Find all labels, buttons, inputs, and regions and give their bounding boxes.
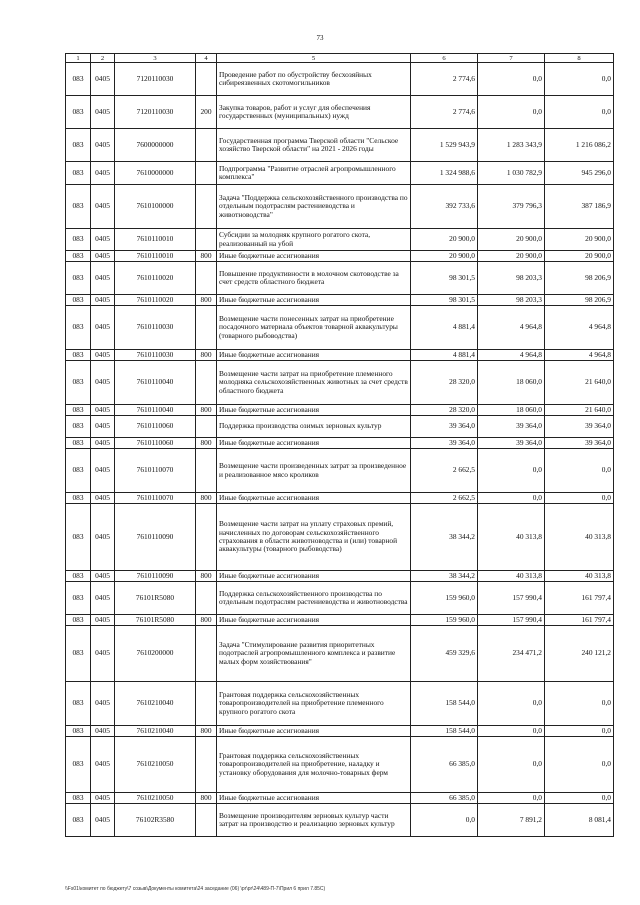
admin-code-cell: 083	[66, 726, 91, 737]
expense-type-cell: 800	[196, 251, 217, 262]
amount-2024-cell: 459 329,6	[411, 626, 478, 682]
item-name-cell: Возмещение части затрат на уплату страховых премий, начисленных по договорам сельскохозяйственного страхования в области животноводства и (или) товарной аквакультуры (товарного рыбоводства)	[217, 504, 411, 571]
amount-2025-cell: 0,0	[478, 493, 545, 504]
target-article-cell: 7610110070	[115, 449, 196, 493]
amount-2025-cell: 0,0	[478, 449, 545, 493]
admin-code-cell: 083	[66, 504, 91, 571]
item-name-cell: Иные бюджетные ассигнования	[217, 350, 411, 361]
amount-2026-cell: 39 364,0	[545, 438, 614, 449]
amount-2026-cell: 240 121,2	[545, 626, 614, 682]
item-name-cell: Грантовая поддержка сельскохозяйственных товаропроизводителей на приобретение, наладку и установку оборудования для молочно-товарных ферм	[217, 737, 411, 793]
admin-code-cell: 083	[66, 306, 91, 350]
amount-2025-cell: 40 313,8	[478, 571, 545, 582]
amount-2024-cell: 158 544,0	[411, 726, 478, 737]
section-code-cell: 0405	[91, 361, 115, 405]
expense-type-cell	[196, 361, 217, 405]
section-code-cell: 0405	[91, 251, 115, 262]
amount-2024-cell: 38 344,2	[411, 571, 478, 582]
admin-code-cell: 083	[66, 449, 91, 493]
table-row	[66, 295, 614, 306]
column-number: 1	[66, 54, 91, 63]
expense-type-cell	[196, 63, 217, 96]
target-article-cell: 7610210040	[115, 682, 196, 726]
admin-code-cell: 083	[66, 615, 91, 626]
expense-type-cell	[196, 804, 217, 837]
amount-2025-cell: 40 313,8	[478, 504, 545, 571]
item-name-cell: Возмещение части произведенных затрат за произведенное и реализованное мясо кроликов	[217, 449, 411, 493]
expense-type-cell	[196, 162, 217, 185]
expense-type-cell	[196, 229, 217, 251]
amount-2026-cell: 945 296,0	[545, 162, 614, 185]
section-code-cell: 0405	[91, 96, 115, 129]
amount-2025-cell: 0,0	[478, 793, 545, 804]
section-code-cell: 0405	[91, 162, 115, 185]
amount-2025-cell: 379 796,3	[478, 185, 545, 229]
amount-2025-cell: 39 364,0	[478, 438, 545, 449]
amount-2024-cell: 2 774,6	[411, 96, 478, 129]
amount-2026-cell: 4 964,8	[545, 350, 614, 361]
expense-type-cell: 800	[196, 615, 217, 626]
item-name-cell: Поддержка производства озимых зерновых культур	[217, 416, 411, 438]
amount-2024-cell: 2 774,6	[411, 63, 478, 96]
admin-code-cell: 083	[66, 416, 91, 438]
expense-type-cell: 800	[196, 295, 217, 306]
amount-2026-cell: 0,0	[545, 449, 614, 493]
amount-2025-cell: 234 471,2	[478, 626, 545, 682]
amount-2025-cell: 1 283 343,9	[478, 129, 545, 162]
section-code-cell: 0405	[91, 793, 115, 804]
item-name-cell: Иные бюджетные ассигнования	[217, 726, 411, 737]
table-row	[66, 350, 614, 361]
amount-2026-cell: 98 206,9	[545, 262, 614, 295]
item-name-cell: Задача "Поддержка сельскохозяйственного производства по отдельным подотраслям растениеводства и животноводства"	[217, 185, 411, 229]
expense-type-cell: 800	[196, 405, 217, 416]
column-number: 3	[115, 54, 196, 63]
budget-table	[65, 53, 614, 837]
admin-code-cell: 083	[66, 162, 91, 185]
table-row	[66, 63, 614, 96]
admin-code-cell: 083	[66, 295, 91, 306]
target-article-cell: 76101R5080	[115, 615, 196, 626]
table-row	[66, 306, 614, 350]
item-name-cell: Возмещение части затрат на приобретение племенного молодняка сельскохозяйственных животных за счет средств областного бюджета	[217, 361, 411, 405]
table-row	[66, 162, 614, 185]
amount-2024-cell: 98 301,5	[411, 262, 478, 295]
target-article-cell: 7120110030	[115, 96, 196, 129]
amount-2025-cell: 0,0	[478, 726, 545, 737]
section-code-cell: 0405	[91, 449, 115, 493]
table-row	[66, 229, 614, 251]
file-path-footer: \\Fs01\комитет по бюджету\7 созыв\Документы комитета\24 заседание (06) \pr\pr\24\489-П-7\Прил 6 прил 7.85С)	[65, 886, 326, 892]
section-code-cell: 0405	[91, 504, 115, 571]
section-code-cell: 0405	[91, 737, 115, 793]
amount-2025-cell: 98 203,3	[478, 295, 545, 306]
target-article-cell: 7610110030	[115, 306, 196, 350]
amount-2025-cell: 20 900,0	[478, 229, 545, 251]
column-number-row	[66, 54, 614, 63]
amount-2025-cell: 0,0	[478, 737, 545, 793]
table-row	[66, 726, 614, 737]
section-code-cell: 0405	[91, 493, 115, 504]
section-code-cell: 0405	[91, 295, 115, 306]
item-name-cell: Проведение работ по обустройству бесхозяйных сибиреязвенных скотомогильников	[217, 63, 411, 96]
admin-code-cell: 083	[66, 96, 91, 129]
amount-2024-cell: 4 881,4	[411, 306, 478, 350]
section-code-cell: 0405	[91, 350, 115, 361]
amount-2024-cell: 28 320,0	[411, 405, 478, 416]
table-row	[66, 251, 614, 262]
admin-code-cell: 083	[66, 804, 91, 837]
amount-2025-cell: 39 364,0	[478, 416, 545, 438]
amount-2024-cell: 98 301,5	[411, 295, 478, 306]
amount-2024-cell: 20 900,0	[411, 251, 478, 262]
item-name-cell: Субсидии за молодняк крупного рогатого скота, реализованный на убой	[217, 229, 411, 251]
admin-code-cell: 083	[66, 361, 91, 405]
admin-code-cell: 083	[66, 626, 91, 682]
expense-type-cell: 800	[196, 493, 217, 504]
amount-2024-cell: 39 364,0	[411, 438, 478, 449]
amount-2026-cell: 98 206,9	[545, 295, 614, 306]
amount-2025-cell: 0,0	[478, 682, 545, 726]
table-row	[66, 262, 614, 295]
section-code-cell: 0405	[91, 306, 115, 350]
amount-2024-cell: 66 385,0	[411, 737, 478, 793]
expense-type-cell: 800	[196, 571, 217, 582]
amount-2025-cell: 0,0	[478, 63, 545, 96]
amount-2026-cell: 4 964,8	[545, 306, 614, 350]
item-name-cell: Грантовая поддержка сельскохозяйственных товаропроизводителей на приобретение племенного крупного рогатого скота	[217, 682, 411, 726]
section-code-cell: 0405	[91, 615, 115, 626]
amount-2024-cell: 159 960,0	[411, 615, 478, 626]
target-article-cell: 7610110010	[115, 251, 196, 262]
table-row	[66, 582, 614, 615]
target-article-cell: 76102R3580	[115, 804, 196, 837]
item-name-cell: Возмещение производителям зерновых культур части затрат на производство и реализацию зерновых культур	[217, 804, 411, 837]
amount-2026-cell: 20 900,0	[545, 229, 614, 251]
amount-2024-cell: 4 881,4	[411, 350, 478, 361]
table-row	[66, 804, 614, 837]
table-row	[66, 361, 614, 405]
amount-2025-cell: 0,0	[478, 96, 545, 129]
table-row	[66, 682, 614, 726]
amount-2026-cell: 387 186,9	[545, 185, 614, 229]
admin-code-cell: 083	[66, 185, 91, 229]
admin-code-cell: 083	[66, 571, 91, 582]
amount-2024-cell: 2 662,5	[411, 449, 478, 493]
expense-type-cell	[196, 737, 217, 793]
amount-2025-cell: 1 030 782,9	[478, 162, 545, 185]
expense-type-cell: 800	[196, 726, 217, 737]
amount-2024-cell: 159 960,0	[411, 582, 478, 615]
section-code-cell: 0405	[91, 185, 115, 229]
section-code-cell: 0405	[91, 229, 115, 251]
item-name-cell: Иные бюджетные ассигнования	[217, 438, 411, 449]
table-row	[66, 571, 614, 582]
admin-code-cell: 083	[66, 682, 91, 726]
item-name-cell: Поддержка сельскохозяйственного производства по отдельным подотраслям растениеводства и животноводства	[217, 582, 411, 615]
expense-type-cell	[196, 129, 217, 162]
amount-2026-cell: 0,0	[545, 737, 614, 793]
table-row	[66, 449, 614, 493]
amount-2025-cell: 7 891,2	[478, 804, 545, 837]
section-code-cell: 0405	[91, 63, 115, 96]
target-article-cell: 7610110040	[115, 405, 196, 416]
column-number: 7	[478, 54, 545, 63]
target-article-cell: 7610100000	[115, 185, 196, 229]
section-code-cell: 0405	[91, 582, 115, 615]
amount-2026-cell: 21 640,0	[545, 361, 614, 405]
amount-2024-cell: 38 344,2	[411, 504, 478, 571]
amount-2026-cell: 161 797,4	[545, 615, 614, 626]
admin-code-cell: 083	[66, 793, 91, 804]
expense-type-cell: 800	[196, 350, 217, 361]
item-name-cell: Подпрограмма "Развитие отраслей агропромышленного комплекса"	[217, 162, 411, 185]
column-number: 4	[196, 54, 217, 63]
section-code-cell: 0405	[91, 405, 115, 416]
table-row	[66, 737, 614, 793]
section-code-cell: 0405	[91, 626, 115, 682]
amount-2026-cell: 0,0	[545, 793, 614, 804]
item-name-cell: Иные бюджетные ассигнования	[217, 615, 411, 626]
expense-type-cell	[196, 582, 217, 615]
target-article-cell: 7610110090	[115, 571, 196, 582]
target-article-cell: 7610200000	[115, 626, 196, 682]
amount-2026-cell: 0,0	[545, 682, 614, 726]
target-article-cell: 7610110090	[115, 504, 196, 571]
page-number: 73	[316, 34, 324, 42]
amount-2025-cell: 18 060,0	[478, 405, 545, 416]
amount-2026-cell: 40 313,8	[545, 571, 614, 582]
table-row	[66, 793, 614, 804]
amount-2026-cell: 20 900,0	[545, 251, 614, 262]
admin-code-cell: 083	[66, 262, 91, 295]
target-article-cell: 7610110020	[115, 262, 196, 295]
item-name-cell: Закупка товаров, работ и услуг для обеспечения государственных (муниципальных) нужд	[217, 96, 411, 129]
admin-code-cell: 083	[66, 229, 91, 251]
amount-2024-cell: 392 733,6	[411, 185, 478, 229]
amount-2025-cell: 98 203,3	[478, 262, 545, 295]
expense-type-cell	[196, 449, 217, 493]
amount-2026-cell: 0,0	[545, 96, 614, 129]
table-row	[66, 185, 614, 229]
expense-type-cell: 800	[196, 793, 217, 804]
target-article-cell: 7610110070	[115, 493, 196, 504]
target-article-cell: 7610110060	[115, 438, 196, 449]
target-article-cell: 7610210050	[115, 793, 196, 804]
expense-type-cell	[196, 185, 217, 229]
amount-2025-cell: 20 900,0	[478, 251, 545, 262]
target-article-cell: 7610110030	[115, 350, 196, 361]
section-code-cell: 0405	[91, 571, 115, 582]
target-article-cell: 7610110010	[115, 229, 196, 251]
item-name-cell: Иные бюджетные ассигнования	[217, 405, 411, 416]
column-number: 5	[217, 54, 411, 63]
item-name-cell: Иные бюджетные ассигнования	[217, 571, 411, 582]
target-article-cell: 7610210050	[115, 737, 196, 793]
section-code-cell: 0405	[91, 804, 115, 837]
section-code-cell: 0405	[91, 726, 115, 737]
admin-code-cell: 083	[66, 405, 91, 416]
target-article-cell: 7120110030	[115, 63, 196, 96]
column-number: 2	[91, 54, 115, 63]
amount-2026-cell: 0,0	[545, 63, 614, 96]
amount-2026-cell: 0,0	[545, 726, 614, 737]
section-code-cell: 0405	[91, 262, 115, 295]
item-name-cell: Задача "Стимулирование развития приоритетных подотраслей агропромышленного комплекса и развитие малых форм хозяйствования"	[217, 626, 411, 682]
target-article-cell: 7610110040	[115, 361, 196, 405]
item-name-cell: Государственная программа Тверской области "Сельское хозяйство Тверской области" на 2021 - 2026 годы	[217, 129, 411, 162]
amount-2024-cell: 28 320,0	[411, 361, 478, 405]
amount-2025-cell: 4 964,8	[478, 306, 545, 350]
amount-2026-cell: 40 313,8	[545, 504, 614, 571]
admin-code-cell: 083	[66, 350, 91, 361]
section-code-cell: 0405	[91, 438, 115, 449]
item-name-cell: Повышение продуктивности в молочном скотоводстве за счет средств областного бюджета	[217, 262, 411, 295]
amount-2024-cell: 1 324 988,6	[411, 162, 478, 185]
amount-2024-cell: 39 364,0	[411, 416, 478, 438]
amount-2026-cell: 39 364,0	[545, 416, 614, 438]
table-row	[66, 405, 614, 416]
expense-type-cell	[196, 504, 217, 571]
amount-2026-cell: 8 081,4	[545, 804, 614, 837]
admin-code-cell: 083	[66, 737, 91, 793]
target-article-cell: 7610210040	[115, 726, 196, 737]
amount-2025-cell: 157 990,4	[478, 582, 545, 615]
amount-2026-cell: 161 797,4	[545, 582, 614, 615]
section-code-cell: 0405	[91, 682, 115, 726]
amount-2024-cell: 20 900,0	[411, 229, 478, 251]
amount-2024-cell: 66 385,0	[411, 793, 478, 804]
amount-2024-cell: 1 529 943,9	[411, 129, 478, 162]
amount-2026-cell: 0,0	[545, 493, 614, 504]
expense-type-cell	[196, 306, 217, 350]
table-row	[66, 493, 614, 504]
expense-type-cell	[196, 626, 217, 682]
target-article-cell: 7610110060	[115, 416, 196, 438]
item-name-cell: Возмещение части понесенных затрат на приобретение посадочного материала объектов товарной аквакультуры (товарного рыбоводства)	[217, 306, 411, 350]
section-code-cell: 0405	[91, 129, 115, 162]
item-name-cell: Иные бюджетные ассигнования	[217, 793, 411, 804]
amount-2024-cell: 0,0	[411, 804, 478, 837]
admin-code-cell: 083	[66, 251, 91, 262]
expense-type-cell: 200	[196, 96, 217, 129]
amount-2024-cell: 2 662,5	[411, 493, 478, 504]
target-article-cell: 7600000000	[115, 129, 196, 162]
admin-code-cell: 083	[66, 63, 91, 96]
target-article-cell: 7610110020	[115, 295, 196, 306]
amount-2026-cell: 21 640,0	[545, 405, 614, 416]
admin-code-cell: 083	[66, 129, 91, 162]
expense-type-cell	[196, 682, 217, 726]
table-row	[66, 96, 614, 129]
expense-type-cell	[196, 416, 217, 438]
table-row	[66, 129, 614, 162]
table-row	[66, 626, 614, 682]
target-article-cell: 7610000000	[115, 162, 196, 185]
amount-2025-cell: 4 964,8	[478, 350, 545, 361]
amount-2024-cell: 158 544,0	[411, 682, 478, 726]
column-number: 6	[411, 54, 478, 63]
column-number: 8	[545, 54, 614, 63]
expense-type-cell	[196, 262, 217, 295]
table-row	[66, 615, 614, 626]
table-row	[66, 504, 614, 571]
table-row	[66, 416, 614, 438]
amount-2025-cell: 157 990,4	[478, 615, 545, 626]
section-code-cell: 0405	[91, 416, 115, 438]
admin-code-cell: 083	[66, 493, 91, 504]
item-name-cell: Иные бюджетные ассигнования	[217, 251, 411, 262]
item-name-cell: Иные бюджетные ассигнования	[217, 493, 411, 504]
expense-type-cell: 800	[196, 438, 217, 449]
amount-2025-cell: 18 060,0	[478, 361, 545, 405]
item-name-cell: Иные бюджетные ассигнования	[217, 295, 411, 306]
admin-code-cell: 083	[66, 582, 91, 615]
amount-2026-cell: 1 216 086,2	[545, 129, 614, 162]
admin-code-cell: 083	[66, 438, 91, 449]
table-row	[66, 438, 614, 449]
target-article-cell: 76101R5080	[115, 582, 196, 615]
